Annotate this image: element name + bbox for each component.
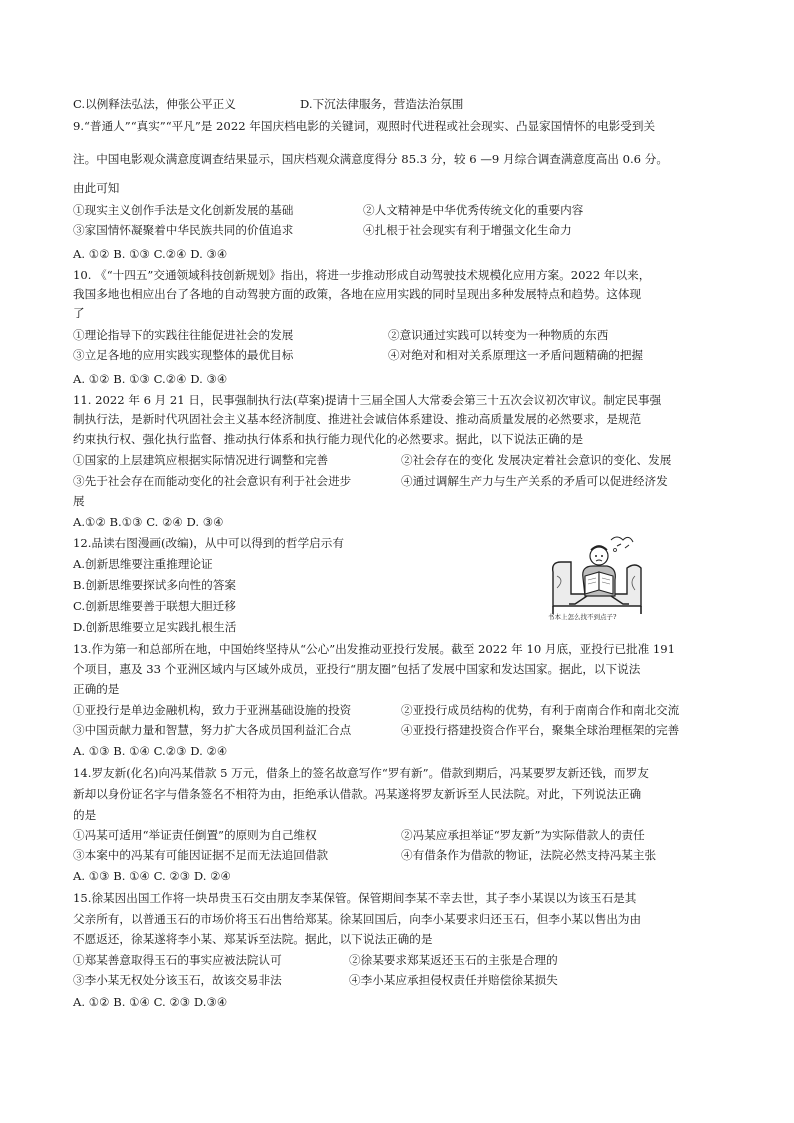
q10-stem-line-1: 10. 《“十四五”交通领域科技创新规划》指出，将进一步推动形成自动驾驶技术规模化应用方案。2022 年以来， — [73, 268, 651, 282]
q11-stem-line-1: 11. 2022 年 6 月 21 日，民事强制执行法(草案)提请十三届全国人大常委会第三十五次会议初次审议。制定民事强 — [73, 393, 662, 407]
q15-statements-34 — [73, 972, 723, 988]
q9-choices: A. ①② B. ①③ C.②④ D. ③④ — [73, 247, 228, 261]
statement-3: ③先于社会存在而能动变化的社会意识有利于社会进步 — [73, 474, 352, 488]
statement-3: ③立足各地的应用实践实现整体的最优目标 — [73, 348, 294, 362]
statement-1: ①现实主义创作手法是文化创新发展的基础 — [73, 203, 294, 217]
q10-stem-line-2: 我国多地也相应出台了各地的自动驾驶方面的政策，各地在应用实践的同时呈现出多种发展特点和趋势。这体现 — [73, 287, 642, 301]
q14-choices: A. ①③ B. ①④ C. ②③ D. ②④ — [73, 869, 231, 883]
statement-4: ④李小某应承担侵权责任并赔偿徐某损失 — [349, 973, 558, 987]
q9-stem-line-1: 9.“普通人”“真实”“平凡”是 2022 年国庆档电影的关键词，观照时代进程或社会现实、凸显家国情怀的电影受到关 — [73, 119, 656, 133]
q14-statements-12 — [73, 827, 723, 843]
q15-stem-line-2: 父亲所有，以普通玉石的市场价将玉石出售给郑某。徐某回国后，向李小某要求归还玉石，但李小某以售出为由 — [73, 912, 642, 926]
q11-choices: A.①② B.①③ C. ②④ D. ③④ — [73, 515, 224, 529]
q13-stem-line-2: 个项目，惠及 33 个亚洲区域内与区域外成员，亚投行“朋友圈”包括了发展中国家和发达国家。据此，以下说法 — [73, 662, 641, 676]
q13-stem-line-3: 正确的是 — [73, 682, 120, 696]
q12-option-c: C.创新思维要善于联想大胆迁移 — [73, 599, 236, 613]
q12-option-a: A.创新思维要注重推理论证 — [73, 557, 213, 571]
q9-statements-34 — [73, 222, 723, 238]
q13-stem-line-1: 13.作为第一和总部所在地，中国始终坚持从“公心”出发推动亚投行发展。截至 2022 年 10 月底，亚投行已批准 191 — [73, 642, 676, 656]
q10-statements-12 — [73, 327, 723, 343]
q12-stem: 12.品读右图漫画(改编)，从中可以得到的哲学启示有 — [73, 536, 344, 550]
q10-stem-line-3: 了 — [73, 306, 85, 320]
q14-stem-line-1: 14.罗友新(化名)向冯某借款 5 万元，借条上的签名故意写作“罗有新”。借款到期后，冯某要罗友新还钱，而罗友 — [73, 766, 649, 780]
q13-statements-34 — [73, 722, 723, 738]
statement-1: ①郑某善意取得玉石的事实应被法院认可 — [73, 953, 282, 967]
statement-4: ④通过调解生产力与生产关系的矛盾可以促进经济发 — [401, 474, 668, 488]
q15-stem-line-1: 15.徐某因出国工作将一块昂贵玉石交由朋友李某保管。保管期间李某不幸去世，其子李小某误以为该玉石是其 — [73, 891, 637, 905]
statement-3: ③中国贡献力量和智慧，努力扩大各成员国利益汇合点 — [73, 723, 352, 737]
q14-stem-line-3: 的是 — [73, 808, 97, 822]
q14-stem-line-2: 新却以身份证名字与借条签名不相符为由，拒绝承认借款。冯某遂将罗友新诉至人民法院。对此，下列说法正确 — [73, 787, 642, 801]
q11-statements-12 — [73, 452, 723, 468]
statement-3: ③李小某无权处分该玉石，故该交易非法 — [73, 973, 282, 987]
statement-2: ②冯某应承担举证“罗友新”为实际借款人的责任 — [401, 828, 645, 842]
statement-2: ②人文精神是中华优秀传统文化的重要内容 — [363, 203, 584, 217]
cartoon-caption: 书本上怎么找不到点子? — [548, 613, 617, 621]
statement-4: ④扎根于社会现实有利于增强文化生命力 — [363, 223, 572, 237]
option-c: C.以例释法弘法，伸张公平正义 — [73, 97, 236, 111]
statement-1: ①理论指导下的实践往往能促进社会的发展 — [73, 328, 294, 342]
q8-options-cd — [73, 96, 723, 112]
cartoon-image — [545, 532, 653, 624]
statement-3: ③本案中的冯某有可能因证据不足而无法追回借款 — [73, 848, 329, 862]
statement-2: ②徐某要求郑某返还玉石的主张是合理的 — [349, 953, 558, 967]
q15-statements-12 — [73, 952, 723, 968]
statement-4: ④对绝对和相对关系原理这一矛盾问题精确的把握 — [388, 348, 644, 362]
statement-3: ③家国情怀凝聚着中华民族共同的价值追求 — [73, 223, 294, 237]
statement-1: ①冯某可适用“举证责任倒置”的原则为自己维权 — [73, 828, 317, 842]
statement-4: ④亚投行搭建投资合作平台，聚集全球治理框架的完善 — [401, 723, 680, 737]
q13-statements-12 — [73, 702, 723, 718]
q10-choices: A. ①② B. ①③ C.②④ D. ③④ — [73, 372, 228, 386]
q11-stem-line-4: 展 — [73, 494, 85, 508]
q15-stem-line-3: 不愿返还，徐某遂将李小某、郑某诉至法院。据此，以下说法正确的是 — [73, 932, 433, 946]
statement-2: ②社会存在的变化 发展决定着社会意识的变化、发展 — [401, 453, 672, 467]
q11-stem-line-2: 制执行法，是新时代巩固社会主义基本经济制度、推进社会诚信体系建设、推动高质量发展的必然要求，是规范 — [73, 412, 642, 426]
q12-option-b: B.创新思维要探试多向性的答案 — [73, 578, 236, 592]
q12-option-d: D.创新思维要立足实践扎根生活 — [73, 620, 237, 634]
q9-statements-12 — [73, 202, 723, 218]
statement-1: ①国家的上层建筑应根据实际情况进行调整和完善 — [73, 453, 329, 467]
q10-statements-34 — [73, 347, 723, 363]
statement-2: ②意识通过实践可以转变为一种物质的东西 — [388, 328, 609, 342]
q11-stem-line-3: 约束执行权、强化执行监督、推动执行体系和执行能力现代化的必然要求。据此，以下说法正确的是 — [73, 432, 584, 446]
option-d: D.下沉法律服务，营造法治氛围 — [300, 97, 464, 111]
q14-statements-34 — [73, 847, 723, 863]
statement-4: ④有借条作为借款的物证，法院必然支持冯某主张 — [401, 848, 657, 862]
statement-1: ①亚投行是单边金融机构，致力于亚洲基础设施的投资 — [73, 703, 352, 717]
q13-choices: A. ①③ B. ①④ C.②③ D. ②④ — [73, 744, 228, 758]
statement-2: ②亚投行成员结构的优势，有利于南南合作和南北交流 — [401, 703, 680, 717]
q9-stem-line-3: 由此可知 — [73, 181, 120, 195]
q11-statements-34 — [73, 473, 723, 489]
q15-choices: A. ①② B. ①④ C. ②③ D.③④ — [73, 995, 228, 1009]
q9-stem-line-2: 注。中国电影观众满意度调查结果显示，国庆档观众满意度得分 85.3 分，较 6 —9 月综合调查满意度高出 0.6 分。 — [73, 152, 668, 166]
